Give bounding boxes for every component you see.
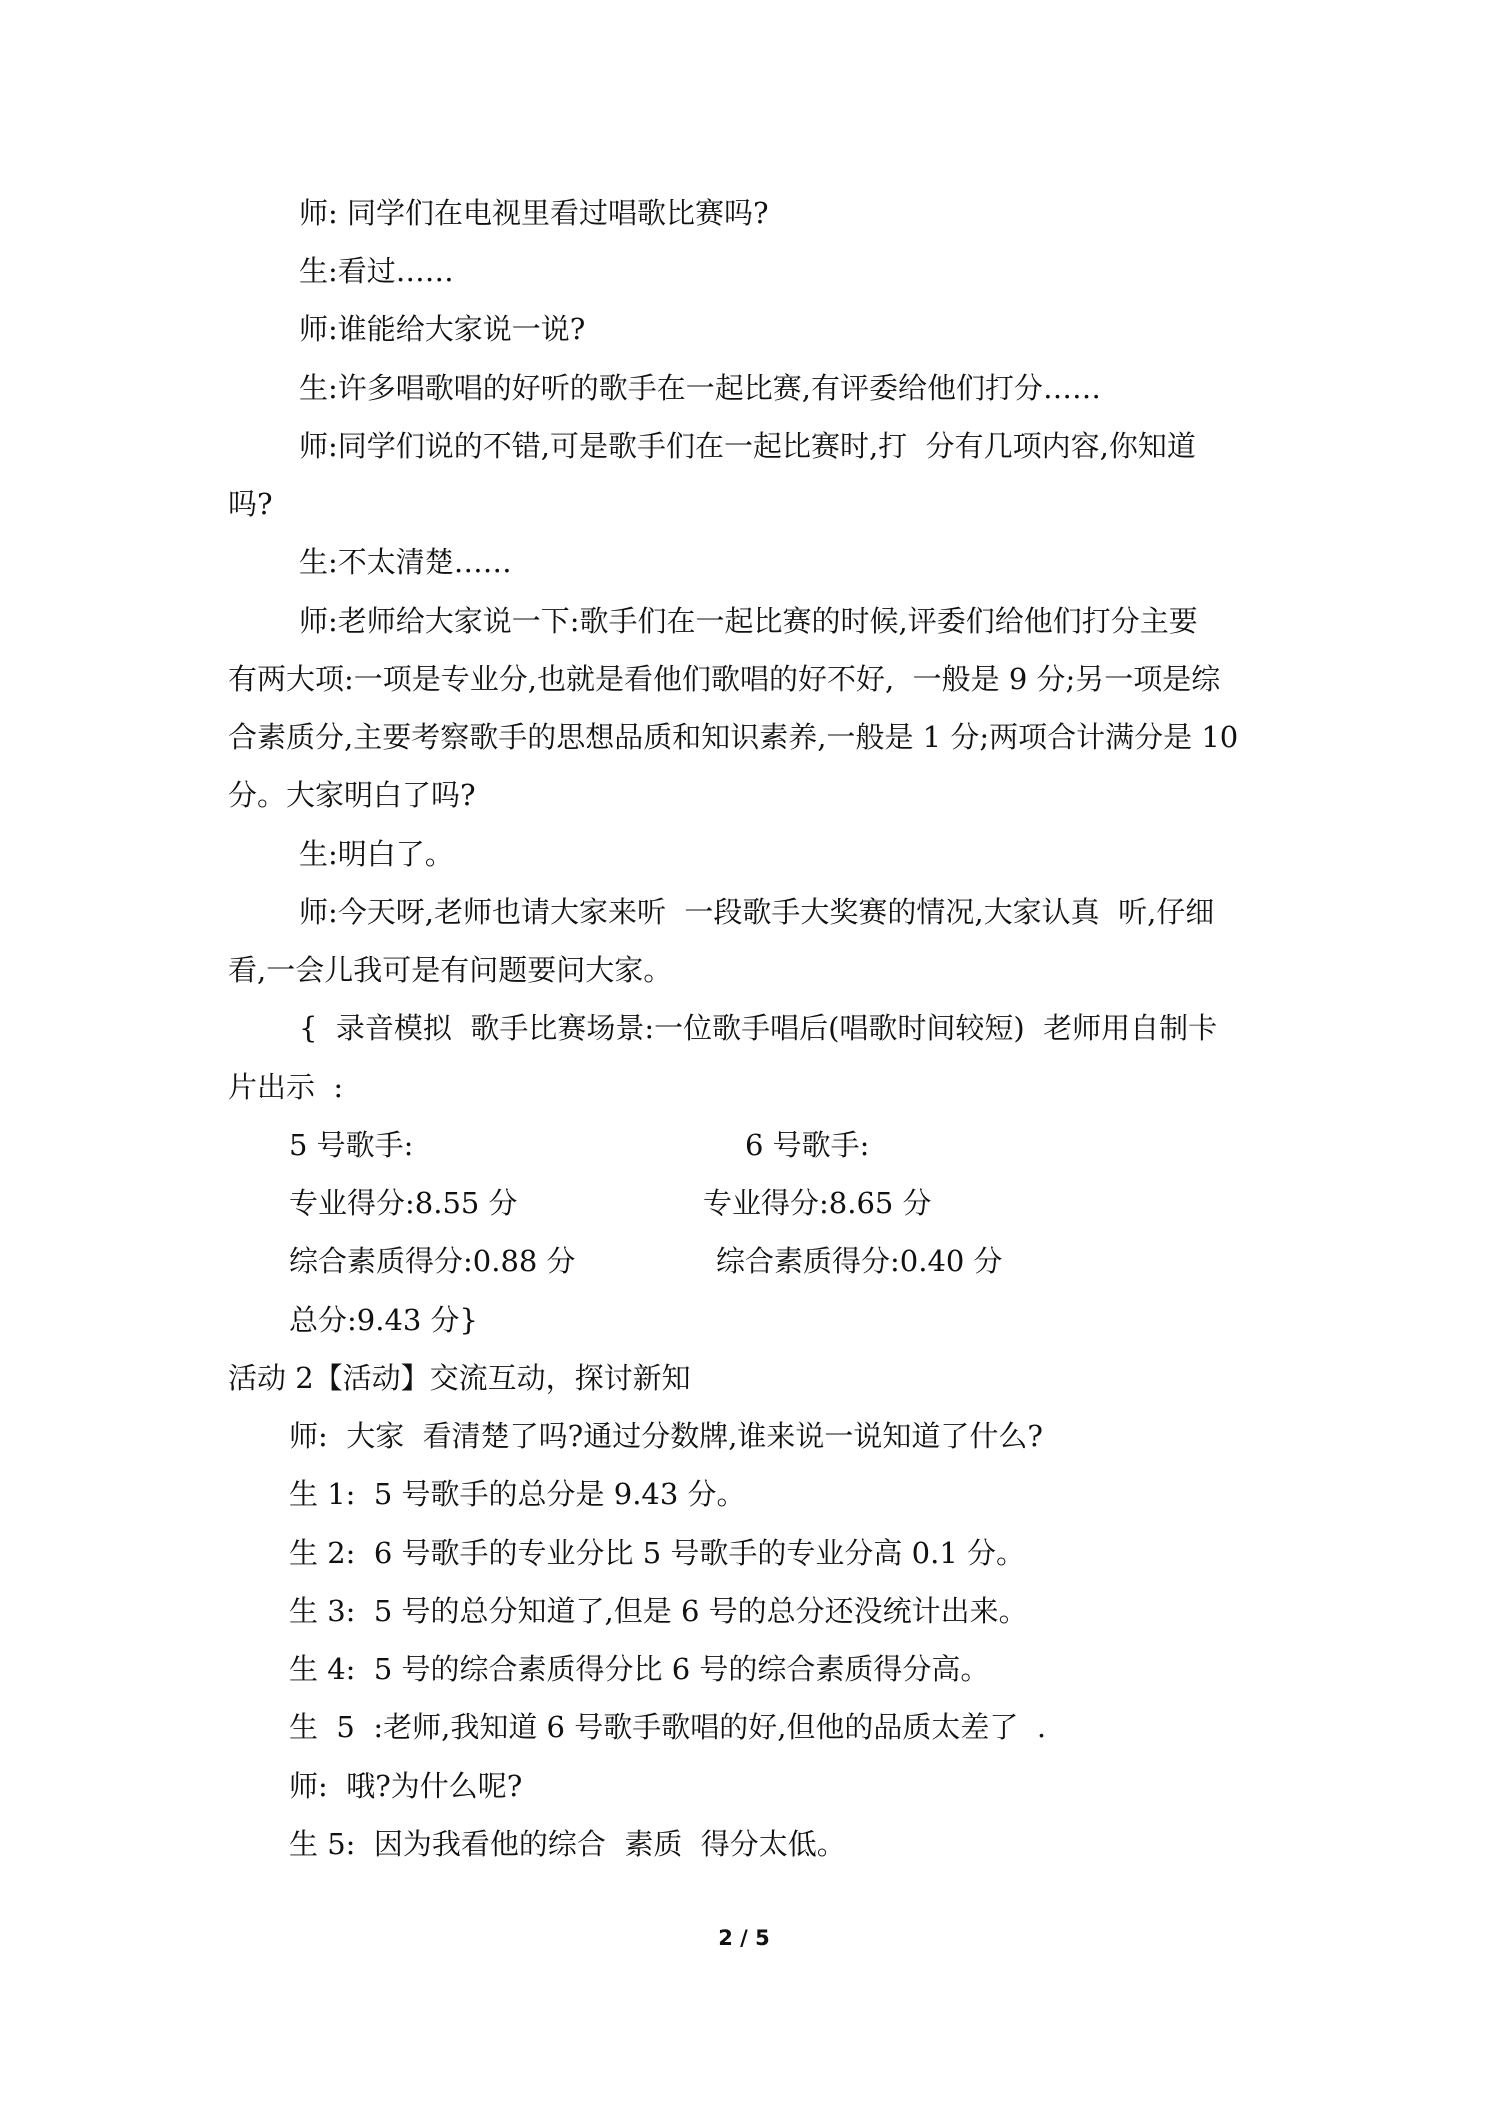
paragraph: 生:许多唱歌唱的好听的歌手在一起比赛,有评委给他们打分…… <box>299 371 1101 405</box>
paragraph: 生:不太清楚…… <box>299 545 512 579</box>
paragraph-continuation: 合素质分,主要考察歌手的思想品质和知识素养,一般是 1 分;两项合计满分是 10 <box>228 720 1239 754</box>
dialog-line: 生 2: 6 号歌手的专业分比 5 号歌手的专业分高 0.1 分。 <box>289 1536 1025 1570</box>
dialog-line: 生 1: 5 号歌手的总分是 9.43 分。 <box>289 1477 746 1511</box>
paragraph: 师:今天呀,老师也请大家来听 一段歌手大奖赛的情况,大家认真 听,仔细 <box>299 895 1215 929</box>
singer-6-title: 6 号歌手: <box>745 1128 870 1162</box>
paragraph: { 录音模拟 歌手比赛场景:一位歌手唱后(唱歌时间较短) 老师用自制卡 <box>299 1011 1218 1045</box>
paragraph-continuation: 分。大家明白了吗? <box>228 778 476 812</box>
dialog-line: 师: 哦?为什么呢? <box>289 1769 523 1803</box>
paragraph-continuation: 吗? <box>228 487 273 521</box>
singer-5-total-score: 总分:9.43 分} <box>289 1303 479 1337</box>
paragraph: 师:老师给大家说一下:歌手们在一起比赛的时候,评委们给他们打分主要 <box>299 604 1198 638</box>
dialog-line: 师: 大家 看清楚了吗?通过分数牌,谁来说一说知道了什么? <box>289 1419 1043 1453</box>
singer-5-pro-score: 专业得分:8.55 分 <box>289 1186 518 1220</box>
dialog-line: 生 4: 5 号的综合素质得分比 6 号的综合素质得分高。 <box>289 1652 990 1686</box>
paragraph-continuation: 有两大项:一项是专业分,也就是看他们歌唱的好不好, 一般是 9 分;另一项是综 <box>228 662 1221 696</box>
paragraph: 生:明白了。 <box>299 837 454 871</box>
singer-6-pro-score: 专业得分:8.65 分 <box>703 1186 932 1220</box>
paragraph: 生:看过…… <box>299 254 454 288</box>
singer-5-quality-score: 综合素质得分:0.88 分 <box>289 1244 576 1278</box>
page-number: 2 / 5 <box>718 1926 770 1950</box>
paragraph: 师:同学们说的不错,可是歌手们在一起比赛时,打 分有几项内容,你知道 <box>299 429 1196 463</box>
paragraph-continuation: 看,一会儿我可是有问题要问大家。 <box>228 953 673 987</box>
paragraph: 师:谁能给大家说一说? <box>299 312 586 346</box>
dialog-line: 生 5 :老师,我知道 6 号歌手歌唱的好,但他的品质太差了 . <box>289 1710 1047 1744</box>
activity-heading: 活动 2【活动】交流互动，探讨新知 <box>228 1361 691 1395</box>
singer-5-title: 5 号歌手: <box>289 1128 414 1162</box>
singer-6-quality-score: 综合素质得分:0.40 分 <box>716 1244 1003 1278</box>
paragraph-continuation: 片出示 : <box>228 1070 344 1104</box>
dialog-line: 生 5: 因为我看他的综合 素质 得分太低。 <box>289 1827 846 1861</box>
paragraph: 师: 同学们在电视里看过唱歌比赛吗? <box>299 196 769 230</box>
dialog-line: 生 3: 5 号的总分知道了,但是 6 号的总分还没统计出来。 <box>289 1594 1028 1628</box>
